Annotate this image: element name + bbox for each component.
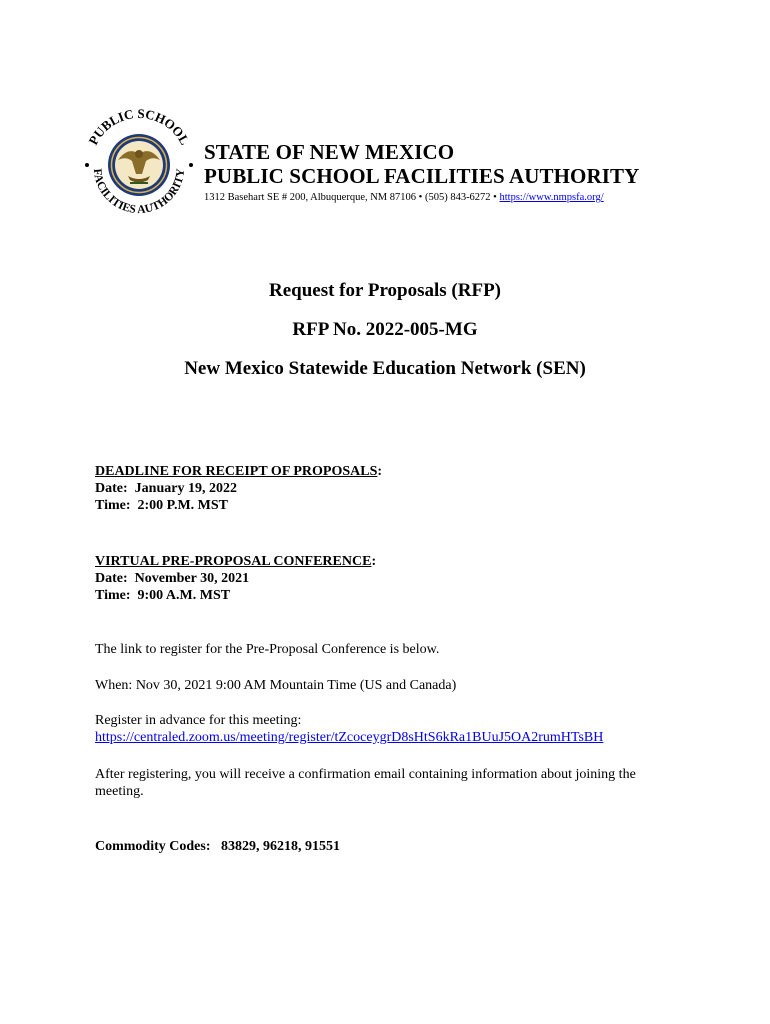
agency-website-link[interactable]: https://www.nmpsfa.org/ xyxy=(499,192,604,203)
svg-text:FACILITIES AUTHORITY: FACILITIES AUTHORITY xyxy=(90,168,188,217)
conference-time: Time: 9:00 A.M. MST xyxy=(95,588,231,603)
commodity-label: Commodity Codes: xyxy=(95,839,211,854)
agency-address: 1312 Basehart SE # 200, Albuquerque, NM 87106 • (505) 843-6272 • xyxy=(204,192,500,203)
conference-section xyxy=(95,553,685,604)
agency-name: PUBLIC SCHOOL FACILITIES AUTHORITY xyxy=(204,164,640,188)
registration-intro: The link to register for the Pre-Proposal Conference is below. xyxy=(95,642,440,657)
psfa-seal-icon xyxy=(78,104,200,226)
rfp-number: RFP No. 2022-005-MG xyxy=(292,319,478,340)
after-registering-text: After registering, you will receive a confirmation email containing information about joining the meeting. xyxy=(95,767,636,799)
letterhead xyxy=(204,140,639,205)
rfp-title: Request for Proposals (RFP) xyxy=(268,280,502,301)
commodity-codes xyxy=(95,838,685,855)
register-link[interactable]: https://centraled.zoom.us/meeting/register/tZcoceygrD8sHtS6kRa1BUuJ5OA2rumHTsBH xyxy=(95,730,604,745)
commodity-values: 83829, 96218, 91551 xyxy=(221,839,340,854)
meeting-when: When: Nov 30, 2021 9:00 AM Mountain Time (US and Canada) xyxy=(95,678,457,693)
conference-date: Date: November 30, 2021 xyxy=(95,571,250,586)
agency-contact-line xyxy=(204,191,639,205)
deadline-date: Date: January 19, 2022 xyxy=(95,481,237,496)
deadline-time: Time: 2:00 P.M. MST xyxy=(95,498,228,513)
deadline-heading: DEADLINE FOR RECEIPT OF PROPOSALS: xyxy=(95,464,383,479)
register-block xyxy=(95,712,685,746)
conference-heading: VIRTUAL PRE-PROPOSAL CONFERENCE: xyxy=(95,554,377,569)
rfp-project-name: New Mexico Statewide Education Network (SEN) xyxy=(184,358,586,379)
register-text: Register in advance for this meeting: xyxy=(95,713,302,728)
svg-text:PUBLIC SCHOOL: PUBLIC SCHOOL xyxy=(85,105,193,148)
deadline-section xyxy=(95,463,685,514)
state-name: STATE OF NEW MEXICO xyxy=(204,140,455,164)
